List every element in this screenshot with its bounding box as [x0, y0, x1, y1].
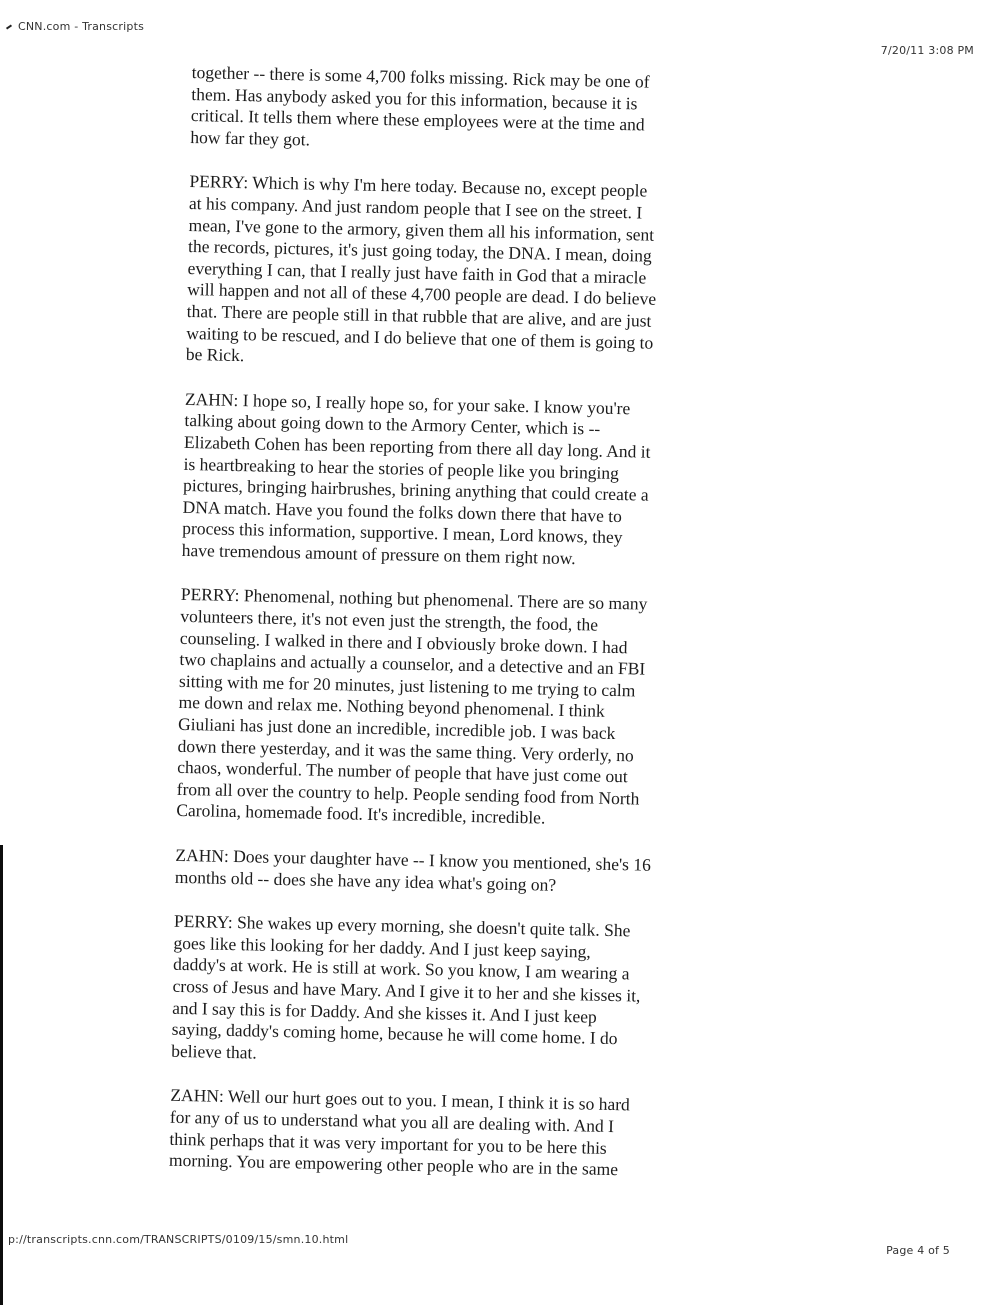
- transcript-paragraph: together -- there is some 4,700 folks missing. Rick may be one of them. Has anybody asked you for this information, because it is critical. It tells them where these employees were at the time and how far they got.: [190, 62, 650, 150]
- page-footer-url: p://transcripts.cnn.com/TRANSCRIPTS/0109/15/smn.10.html: [8, 1233, 349, 1246]
- scan-edge: [0, 845, 3, 1305]
- transcript-paragraph: PERRY: Phenomenal, nothing but phenomenal. There are so many volunteers there, it's not even just the strength, the food, the counseling. I walked in there and I obviously broke down. I had two chaplains and actually a counselor, and a detective and an FBI sitting with me for 20 minutes, just listening to me trying to calm me down and relax me. Nothing beyond phenomenal. I think Giuliani has just done an incredible, incredible job. I was back down there yesterday, and it was the same thing. Very orderly, no chaos, wonderful. The number of people that have just come out from all over the country to help. People sending food from North Carolina, homemade food. It's incredible, incredible.: [176, 584, 648, 828]
- page-header-title: CNN.com - Transcripts: [18, 20, 145, 33]
- page-header-datetime: 7/20/11 3:08 PM: [880, 44, 974, 57]
- transcript-paragraph: ZAHN: Well our hurt goes out to you. I mean, I think it is so hard for any of us to understand what you all are dealing with. And I think perhaps that it was very important for you to be here this morning. You are empowering other people who are in the same: [168, 1085, 630, 1180]
- scan-mark: [6, 24, 12, 29]
- transcript-paragraph: ZAHN: Does your daughter have -- I know you mentioned, she's 16 months old -- does she have any idea what's going on?: [174, 844, 652, 895]
- transcript-body: [168, 62, 740, 1206]
- transcript-paragraph: PERRY: She wakes up every morning, she doesn't quite talk. She goes like this looking for her daddy. And I just keep saying, daddy's at work. He is still at work. So you know, I am wearing a cross of Jesus and have Mary. And I give it to her and she kisses it, and I say this is for Daddy. And she kisses it. And I just keep saying, daddy's coming home, because he will come home. I do believe that.: [171, 911, 641, 1063]
- transcript-paragraph: PERRY: Which is why I'm here today. Because no, except people at his company. And just random people that I see on the street. I mean, I've gone to the armory, given them all his information, sent the records, pictures, it's just going today, the DNA. I mean, doing everything I can, that I really just have faith in God that a miracle will happen and not all of these 4,700 people are dead. I do believe that. There are people still in that rubble that are alive, and are just waiting to be rescued, and I do believe that one of them is going to be Rick.: [185, 171, 657, 366]
- transcript-paragraph: ZAHN: I hope so, I really hope so, for your sake. I know you're talking about going down to the Armory Center, which is -- Elizabeth Cohen has been reporting from there all day long. And it is heartbreaking to hear the stories of people like you bringing pictures, bringing hairbrushes, brining anything that could create a DNA match. Have you found the folks down there that have to process this information, supportive. I mean, Lord knows, they have tremendous amount of pressure on them right now.: [181, 388, 651, 569]
- page-footer-page-number: Page 4 of 5: [886, 1244, 950, 1257]
